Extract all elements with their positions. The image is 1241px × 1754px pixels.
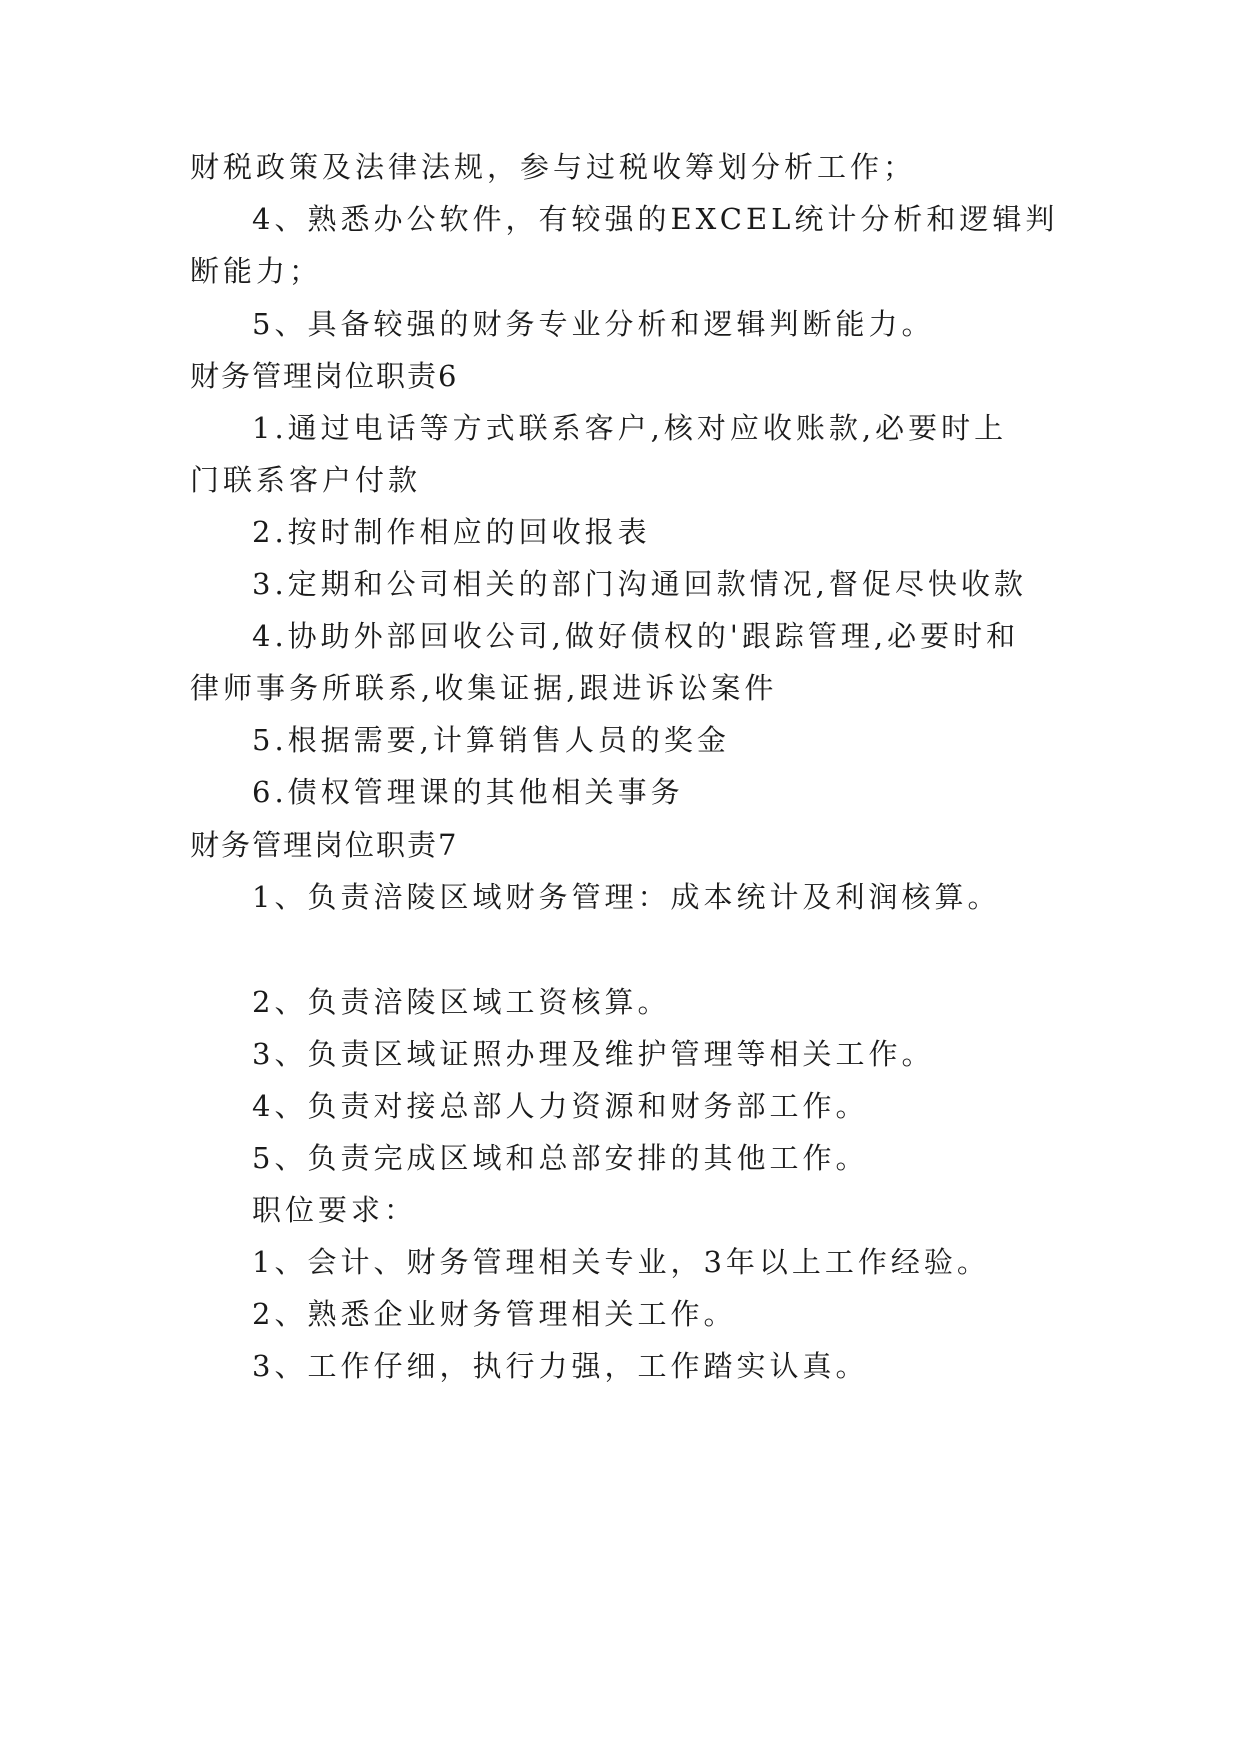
paragraph-line: 6.债权管理课的其他相关事务 xyxy=(252,775,684,809)
paragraph-line: 5、具备较强的财务专业分析和逻辑判断能力。 xyxy=(252,307,935,341)
paragraph-line: 门联系客户付款 xyxy=(190,463,422,497)
paragraph-line: 断能力； xyxy=(190,254,323,288)
paragraph-line: 2、熟悉企业财务管理相关工作。 xyxy=(252,1297,737,1331)
paragraph-line: 1、负责涪陵区域财务管理：成本统计及利润核算。 xyxy=(252,880,1001,914)
paragraph-line: 5、负责完成区域和总部安排的其他工作。 xyxy=(252,1141,869,1175)
paragraph-line: 3、负责区域证照办理及维护管理等相关工作。 xyxy=(252,1037,935,1071)
paragraph-line: 3、工作仔细，执行力强，工作踏实认真。 xyxy=(252,1349,869,1383)
paragraph-line: 1.通过电话等方式联系客户,核对应收账款,必要时上 xyxy=(252,411,1008,445)
paragraph-line: 4.协助外部回收公司,做好债权的'跟踪管理,必要时和 xyxy=(252,619,1020,653)
paragraph-line: 律师事务所联系,收集证据,跟进诉讼案件 xyxy=(190,671,778,705)
paragraph-line: 5.根据需要,计算销售人员的奖金 xyxy=(252,723,730,757)
paragraph-line: 3.定期和公司相关的部门沟通回款情况,督促尽快收款 xyxy=(252,567,1027,601)
paragraph-line: 4、熟悉办公软件，有较强的EXCEL统计分析和逻辑判 xyxy=(252,202,1059,236)
section-heading: 财务管理岗位职责6 xyxy=(190,359,459,393)
section-heading: 财务管理岗位职责7 xyxy=(190,828,459,862)
paragraph-line: 1、会计、财务管理相关专业，3年以上工作经验。 xyxy=(252,1245,990,1279)
paragraph-line: 4、负责对接总部人力资源和财务部工作。 xyxy=(252,1089,869,1123)
subheading: 职位要求： xyxy=(252,1193,418,1227)
paragraph-line: 2.按时制作相应的回收报表 xyxy=(252,515,651,549)
paragraph-line: 财税政策及法律法规，参与过税收筹划分析工作； xyxy=(190,150,917,184)
paragraph-line: 2、负责涪陵区域工资核算。 xyxy=(252,985,671,1019)
